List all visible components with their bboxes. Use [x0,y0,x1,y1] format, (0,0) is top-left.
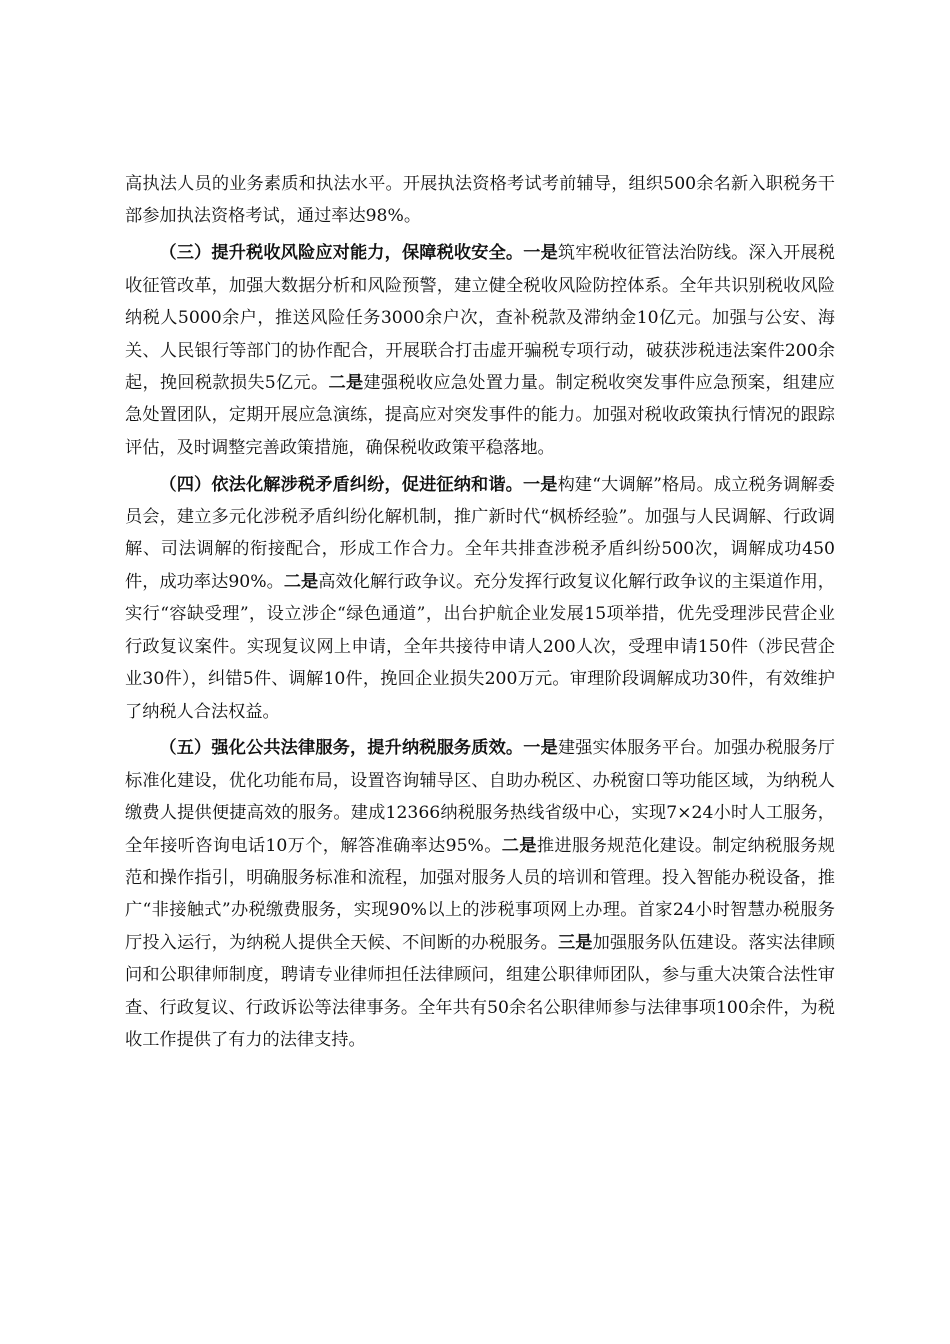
section-heading: （五）强化公共法律服务，提升纳税服务质效。一是 [159,738,558,759]
text-run: 建强税收应急处置力量。制定税收突发事件应急预案，组建应急处置团队，定期开展应急演练，提高应对突发事件的能力。加强对税收政策执行情况的跟踪评估，及时调整完善政策措施，确保税收政策平稳落地。 [125,372,835,458]
document-body [125,168,835,1061]
point-marker: 二是 [328,372,364,393]
text-run: 高执法人员的业务素质和执法水平。开展执法资格考试考前辅导，组织500余名新入职税务干部参加执法资格考试，通过率达98%。 [125,174,835,227]
text-run: 高效化解行政争议。充分发挥行政复议化解行政争议的主渠道作用，实行“容缺受理”，设立涉企“绿色通道”，出台护航企业发展15项举措，优先受理涉民营企业行政复议案件。实现复议网上申请，全年共接待申请人200人次，受理申请150件（涉民营企业30件），纠错5件、调解10件，挽回企业损失200万元。审理阶段调解成功30件，有效维护了纳税人合法权益。 [125,571,835,722]
section-heading: （四）依法化解涉税矛盾纠纷，促进征纳和谐。一是 [159,474,558,495]
paragraph-continuation [125,168,835,233]
text-run: 推进服务规范化建设。制定纳税服务规范和操作指引，明确服务标准和流程，加强对服务人员的培训和管理。投入智能办税设备，推广“非接触式”办税缴费服务，实现90%以上的涉税事项网上办理。首家24小时智慧办税服务厅投入运行，为纳税人提供全天候、不间断的办税服务。 [125,835,835,953]
point-marker: 二是 [283,571,319,592]
paragraph-section-5 [125,732,835,1056]
point-marker: 三是 [557,932,593,953]
text-run: 筑牢税收征管法治防线。深入开展税收征管改革，加强大数据分析和风险预警，建立健全税收风险防控体系。全年共识别税收风险纳税人5000余户，推送风险任务3000余户次，查补税款及滞纳金10亿元。加强与公安、海关、人民银行等部门的协作配合，开展联合打击虚开骗税专项行动，破获涉税违法案件200余起，挽回税款损失5亿元。 [125,243,835,393]
point-marker: 二是 [501,835,537,856]
text-run: 加强服务队伍建设。落实法律顾问和公职律师制度，聘请专业律师担任法律顾问，组建公职律师团队，参与重大决策合法性审查、行政复议、行政诉讼等法律事务。全年共有50余名公职律师参与法律事项100余件，为税收工作提供了有力的法律支持。 [125,932,835,1051]
text-run: 建强实体服务平台。加强办税服务厅标准化建设，优化功能布局，设置咨询辅导区、自助办税区、办税窗口等功能区域，为纳税人缴费人提供便捷高效的服务。建成12366纳税服务热线省级中心，实现7×24小时人工服务，全年接听咨询电话10万个，解答准确率达95%。 [125,738,835,856]
paragraph-section-4 [125,469,835,728]
text-run: 构建“大调解”格局。成立税务调解委员会，建立多元化涉税矛盾纠纷化解机制，推广新时代“枫桥经验”。加强与人民调解、行政调解、司法调解的衔接配合，形成工作合力。全年共排查涉税矛盾纠纷500次，调解成功450件，成功率达90%。 [125,474,835,592]
paragraph-section-3 [125,237,835,464]
section-heading: （三）提升税收风险应对能力，保障税收安全。一是 [159,243,558,264]
